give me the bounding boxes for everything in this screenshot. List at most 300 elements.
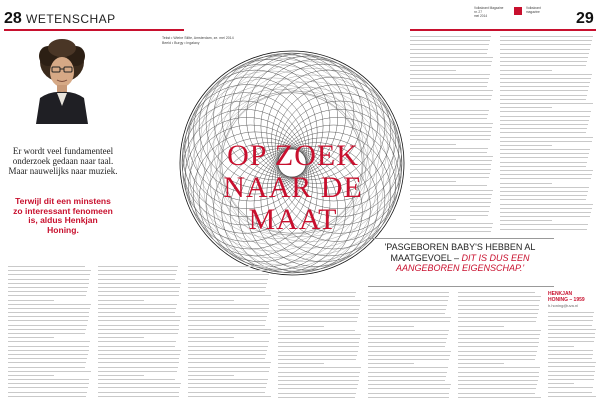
text-line	[500, 61, 587, 62]
text-line	[410, 114, 488, 115]
text-line	[500, 107, 552, 108]
text-line	[410, 231, 491, 232]
text-line	[368, 346, 445, 347]
text-line	[188, 270, 269, 271]
text-line	[8, 358, 87, 359]
text-line	[548, 354, 593, 355]
text-line	[548, 333, 595, 334]
text-line	[98, 350, 181, 351]
text-line	[500, 86, 589, 87]
text-line	[410, 139, 490, 140]
text-line	[500, 95, 587, 96]
text-line	[188, 387, 266, 388]
text-line	[368, 317, 451, 318]
text-line	[98, 329, 179, 330]
text-line	[98, 279, 175, 280]
text-line	[8, 341, 90, 342]
text-line	[188, 304, 269, 305]
text-line	[8, 304, 91, 305]
text-line	[278, 296, 355, 297]
text-line	[98, 387, 180, 388]
article-meta-1: Tekst • Wiebe Stilte, Amsterdam, ze. mei 2014	[162, 36, 234, 40]
text-line	[410, 74, 490, 75]
text-line	[368, 397, 449, 398]
text-line	[278, 351, 358, 352]
text-line	[188, 312, 268, 313]
text-line	[278, 384, 358, 385]
text-line	[8, 396, 86, 397]
text-line	[458, 309, 539, 310]
text-line	[410, 219, 456, 220]
text-line	[368, 309, 446, 310]
text-line	[8, 316, 89, 317]
text-line	[8, 266, 85, 267]
text-line	[500, 212, 591, 213]
text-line	[8, 362, 86, 363]
text-line	[500, 103, 593, 104]
text-line	[548, 346, 574, 347]
text-line	[368, 384, 451, 385]
text-line	[500, 132, 586, 133]
text-line	[500, 128, 587, 129]
text-line	[458, 359, 535, 360]
text-line	[368, 338, 447, 339]
text-line	[368, 388, 450, 389]
text-line	[410, 49, 488, 50]
text-line	[548, 371, 595, 372]
text-line	[8, 337, 54, 338]
text-line	[500, 224, 588, 225]
text-line	[500, 70, 552, 71]
text-line	[8, 283, 89, 284]
text-line	[410, 169, 491, 170]
text-line	[98, 392, 179, 393]
text-line	[410, 110, 489, 111]
text-line	[8, 295, 86, 296]
text-line	[188, 367, 270, 368]
text-line	[500, 137, 593, 138]
text-line	[188, 350, 267, 351]
text-line	[188, 379, 268, 380]
text-line	[458, 296, 541, 297]
text-line	[8, 375, 54, 376]
text-line	[548, 350, 593, 351]
text-line	[410, 44, 489, 45]
text-line	[98, 300, 144, 301]
text-line	[8, 291, 87, 292]
text-line	[98, 396, 179, 397]
text-line	[458, 367, 540, 368]
text-line	[500, 53, 589, 54]
text-line	[410, 78, 489, 79]
text-line	[458, 346, 538, 347]
text-line	[98, 379, 175, 380]
text-line	[8, 346, 89, 347]
text-line	[500, 145, 552, 146]
text-line	[458, 397, 541, 398]
text-line	[410, 123, 493, 124]
text-line	[500, 229, 587, 230]
text-line	[188, 283, 267, 284]
text-line	[548, 379, 594, 380]
text-line	[500, 120, 589, 121]
text-line	[548, 366, 595, 367]
text-line	[500, 157, 588, 158]
text-line	[458, 321, 536, 322]
text-line	[410, 144, 456, 145]
text-line	[548, 358, 592, 359]
text-line	[410, 82, 488, 83]
body-column-3	[188, 266, 272, 402]
text-line	[8, 274, 90, 275]
text-line	[188, 383, 267, 384]
text-line	[410, 202, 491, 203]
text-line	[410, 152, 487, 153]
text-line	[410, 86, 487, 87]
text-line	[500, 36, 593, 37]
text-line	[8, 367, 85, 368]
text-line	[8, 371, 91, 372]
text-line	[98, 320, 180, 321]
text-line	[98, 274, 176, 275]
text-line	[500, 149, 590, 150]
text-line	[8, 333, 85, 334]
text-line	[410, 95, 492, 96]
text-line	[410, 135, 491, 136]
text-line	[368, 296, 449, 297]
text-line	[410, 118, 487, 119]
text-line	[410, 156, 493, 157]
text-line	[278, 309, 359, 310]
text-line	[188, 316, 267, 317]
text-line	[8, 387, 88, 388]
body-column-8	[368, 292, 452, 402]
text-line	[188, 266, 270, 267]
text-line	[8, 329, 86, 330]
text-line	[548, 316, 593, 317]
text-line	[278, 330, 355, 331]
text-line	[188, 392, 265, 393]
text-line	[188, 300, 234, 301]
text-line	[188, 362, 271, 363]
text-line	[98, 367, 178, 368]
text-line	[410, 99, 491, 100]
text-line	[548, 337, 595, 338]
text-line	[188, 320, 266, 321]
text-line	[500, 65, 586, 66]
text-line	[368, 393, 449, 394]
text-line	[458, 380, 538, 381]
pull-quote-red: DIT IS DUS EEN AANGEBOREN EIGENSCHAP.'	[395, 252, 530, 273]
text-line	[410, 185, 487, 186]
text-line	[368, 326, 414, 327]
text-line	[98, 266, 178, 267]
text-line	[368, 292, 449, 293]
text-line	[8, 392, 87, 393]
text-line	[458, 317, 537, 318]
text-line	[98, 316, 181, 317]
text-line	[458, 384, 537, 385]
text-line	[98, 337, 144, 338]
text-line	[548, 329, 596, 330]
author-portrait	[30, 36, 94, 124]
portrait-photo-icon	[30, 36, 94, 124]
text-line	[500, 49, 590, 50]
text-line	[368, 376, 446, 377]
text-line	[188, 354, 266, 355]
text-line	[8, 379, 89, 380]
text-line	[188, 329, 271, 330]
text-line	[278, 388, 357, 389]
text-line	[410, 90, 493, 91]
text-line	[410, 223, 493, 224]
body-column-2	[98, 266, 182, 402]
text-line	[188, 375, 234, 376]
text-line	[410, 127, 492, 128]
text-line	[500, 57, 588, 58]
body-column-1	[8, 266, 92, 402]
text-line	[548, 362, 596, 363]
text-line	[278, 380, 359, 381]
text-line	[98, 325, 179, 326]
text-line	[458, 300, 540, 301]
text-line	[188, 295, 271, 296]
text-line	[8, 279, 89, 280]
text-line	[548, 312, 594, 313]
text-line	[188, 325, 265, 326]
text-line	[548, 375, 594, 376]
text-line	[458, 292, 535, 293]
text-line	[500, 199, 586, 200]
text-line	[410, 65, 491, 66]
body-column-10	[548, 312, 596, 402]
text-line	[278, 334, 361, 335]
text-line	[500, 74, 592, 75]
text-line	[8, 312, 89, 313]
text-line	[410, 194, 492, 195]
body-column-4	[278, 292, 362, 402]
text-line	[410, 211, 489, 212]
body-column-6	[500, 36, 594, 236]
text-line	[368, 330, 449, 331]
text-line	[188, 333, 270, 334]
text-line	[98, 304, 177, 305]
body-column-7	[410, 110, 494, 236]
text-line	[278, 305, 360, 306]
text-line	[500, 99, 586, 100]
text-line	[500, 195, 587, 196]
text-line	[548, 325, 592, 326]
text-line	[8, 300, 54, 301]
text-line	[458, 376, 539, 377]
text-line	[368, 305, 447, 306]
text-line	[98, 312, 175, 313]
text-line	[278, 300, 361, 301]
text-line	[500, 174, 592, 175]
text-line	[410, 181, 456, 182]
text-line	[98, 283, 181, 284]
text-line	[98, 291, 179, 292]
text-line	[458, 313, 538, 314]
text-line	[368, 359, 449, 360]
text-line	[410, 61, 492, 62]
text-line	[188, 291, 265, 292]
text-line	[410, 206, 490, 207]
logo-label: Volkskrant magazine	[526, 6, 541, 14]
text-line	[8, 270, 91, 271]
text-line	[278, 372, 360, 373]
text-line	[500, 90, 588, 91]
text-line	[458, 388, 536, 389]
text-line	[188, 337, 234, 338]
text-line	[500, 178, 591, 179]
text-line	[188, 308, 269, 309]
text-line	[410, 40, 490, 41]
text-line	[410, 70, 456, 71]
text-line	[278, 292, 356, 293]
text-line	[410, 190, 493, 191]
text-line	[98, 371, 177, 372]
text-line	[98, 362, 179, 363]
text-line	[500, 116, 590, 117]
text-line	[410, 160, 492, 161]
text-line	[278, 338, 360, 339]
text-line	[98, 375, 144, 376]
text-line	[548, 387, 593, 388]
text-line	[410, 177, 489, 178]
text-line	[98, 383, 181, 384]
text-line	[458, 363, 504, 364]
body-column-9	[458, 292, 542, 402]
text-line	[278, 326, 324, 327]
title-block	[180, 139, 406, 236]
text-line	[548, 341, 594, 342]
text-line	[500, 204, 593, 205]
text-line	[188, 346, 268, 347]
text-line	[548, 383, 574, 384]
text-line	[500, 162, 587, 163]
text-line	[368, 355, 450, 356]
author-name: HENKJAN HONING – 1959	[548, 291, 585, 303]
text-line	[278, 317, 358, 318]
text-line	[410, 131, 491, 132]
text-line	[458, 326, 504, 327]
text-line	[188, 358, 265, 359]
author-email[interactable]: h.honing@uva.nl	[548, 303, 579, 308]
text-line	[368, 342, 446, 343]
text-line	[458, 305, 539, 306]
text-line	[368, 380, 445, 381]
text-line	[458, 330, 541, 331]
text-line	[500, 40, 592, 41]
text-line	[500, 141, 592, 142]
text-line	[368, 300, 448, 301]
text-line	[368, 351, 451, 352]
text-line	[278, 359, 356, 360]
text-line	[500, 82, 590, 83]
text-line	[548, 320, 593, 321]
text-line	[410, 173, 490, 174]
text-line	[548, 392, 592, 393]
text-line	[410, 36, 491, 37]
article-meta-2: Beeld • Burgy • Ingalaxy	[162, 41, 200, 45]
quote-rule-bottom	[368, 286, 554, 287]
text-line	[278, 367, 361, 368]
text-line	[548, 396, 596, 397]
text-line	[8, 308, 90, 309]
text-line	[368, 363, 414, 364]
text-line	[188, 341, 269, 342]
text-line	[410, 53, 487, 54]
text-line	[278, 363, 324, 364]
text-line	[98, 346, 175, 347]
text-line	[188, 274, 269, 275]
text-line	[500, 124, 588, 125]
left-page-number: 28	[4, 10, 22, 27]
publisher-block: Volkskrant Magazine nr. 27 mei 2014	[474, 6, 504, 18]
section-label: WETENSCHAP	[26, 12, 116, 26]
text-line	[368, 372, 447, 373]
text-line	[98, 270, 177, 271]
text-line	[188, 279, 268, 280]
text-line	[98, 295, 179, 296]
text-line	[188, 287, 266, 288]
text-line	[98, 358, 179, 359]
text-line	[278, 321, 357, 322]
text-line	[278, 346, 359, 347]
text-line	[8, 383, 89, 384]
text-line	[410, 198, 491, 199]
text-line	[98, 287, 180, 288]
text-line	[368, 321, 450, 322]
header-rule-right	[410, 29, 596, 31]
text-line	[98, 333, 178, 334]
text-line	[458, 393, 535, 394]
text-line	[278, 376, 359, 377]
text-line	[278, 313, 359, 314]
text-line	[500, 187, 589, 188]
pull-quote-plain: 'PASGEBOREN BABY'S HEBBEN AL MAATGEVOEL –	[384, 242, 536, 263]
text-line	[500, 170, 593, 171]
pull-quote	[370, 242, 550, 274]
text-line	[188, 371, 269, 372]
text-line	[500, 153, 589, 154]
text-line	[8, 325, 87, 326]
intro-bold-text: Terwijl dit een minstens zo interessant fenomeen is, aldus Henkjan Honing.	[13, 196, 113, 235]
text-line	[500, 216, 590, 217]
text-line	[458, 351, 537, 352]
text-line	[8, 320, 88, 321]
text-line	[8, 287, 88, 288]
intro-text: Er wordt veel fundamenteel onderzoek gedaan naar taal. Maar nauwelijks naar muziek.	[8, 146, 118, 176]
text-line	[410, 164, 491, 165]
quote-rule-top	[368, 238, 554, 239]
body-column-5	[410, 36, 494, 106]
text-line	[410, 215, 488, 216]
text-line	[278, 355, 357, 356]
text-line	[368, 313, 445, 314]
text-line	[98, 308, 176, 309]
text-line	[98, 341, 176, 342]
text-line	[8, 354, 88, 355]
text-line	[500, 191, 588, 192]
text-line	[368, 367, 448, 368]
text-line	[458, 372, 539, 373]
author-box	[548, 292, 596, 310]
text-line	[500, 78, 591, 79]
article-title-line-2: NAAR DE MAAT	[223, 171, 363, 236]
header-rule-left	[4, 29, 184, 31]
